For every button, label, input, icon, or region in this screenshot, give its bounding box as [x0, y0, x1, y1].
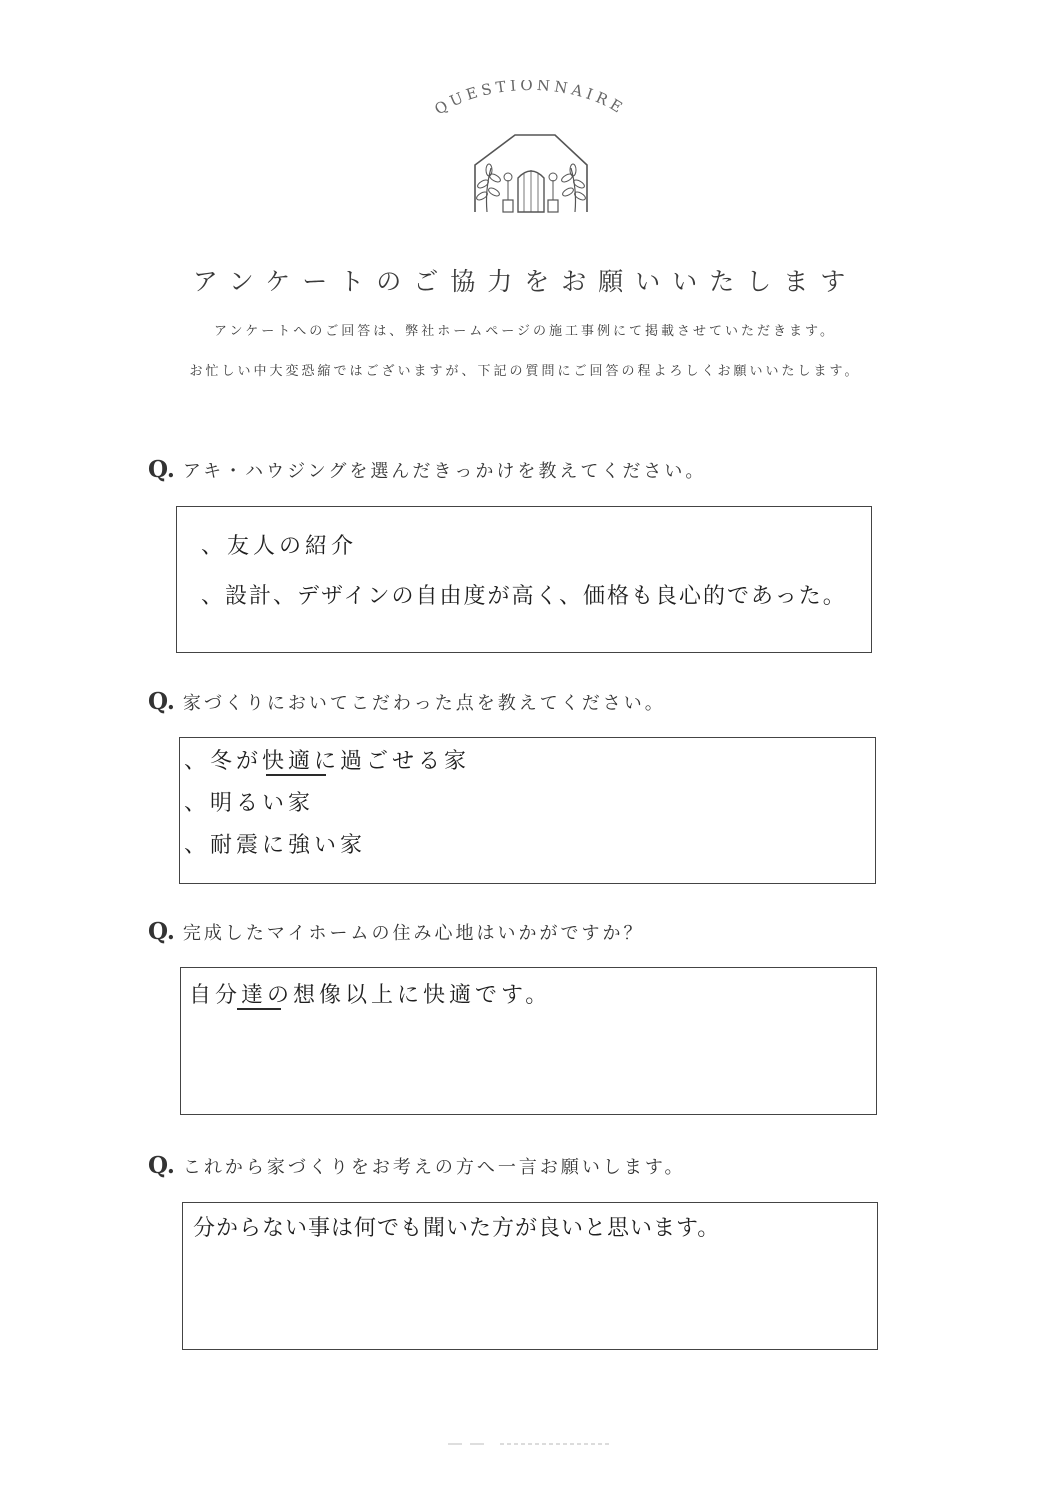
questionnaire-logo [405, 80, 655, 230]
answer-line: 自分達の想像以上に快適です。 [189, 983, 552, 1008]
question-text: 家づくりにおいてこだわった点を教えてください。 [182, 693, 666, 714]
answer-underline [237, 1008, 281, 1010]
svg-text:QUESTIONNAIRE [431, 80, 628, 119]
question-text: アキ・ハウジングを選んだきっかけを教えてください。 [182, 461, 707, 482]
answer-line: 分からない事は何でも聞いた方が良いと思います。 [193, 1216, 721, 1241]
answer-underline [266, 774, 326, 776]
question-mark: Q. [148, 688, 175, 715]
question-4 [148, 1152, 685, 1179]
answer-box-4[interactable] [182, 1202, 878, 1350]
question-text: 完成したマイホームの住み心地はいかがですか？ [182, 923, 645, 944]
answer-box-3[interactable] [180, 967, 877, 1115]
intro-line-2: お忙しい中大変恐縮ではございますが、下記の質問にご回答の程よろしくお願いいたします。 [189, 364, 861, 379]
question-mark: Q. [148, 918, 175, 945]
answer-line: 、冬が快適に過ごせる家 [184, 749, 471, 774]
question-3 [148, 918, 645, 945]
answer-line: 、設計、デザインの自由度が高く、価格も良心的であった。 [201, 584, 847, 609]
question-mark: Q. [148, 456, 175, 483]
question-text: これから家づくりをお考えの方へ一言お願いします。 [182, 1157, 686, 1178]
question-mark: Q. [148, 1152, 175, 1179]
footer-decoration [448, 1440, 612, 1448]
question-1 [148, 456, 706, 483]
house-with-plants-icon [405, 80, 655, 230]
answer-box-1[interactable] [176, 506, 872, 653]
question-2 [148, 688, 666, 715]
intro-line-1: アンケートへのご回答は、弊社ホームページの施工事例にて掲載させていただきます。 [214, 324, 836, 339]
logo-arc-text: QUESTIONNAIRE [431, 80, 629, 119]
answer-line: 、友人の紹介 [201, 534, 358, 559]
page-title: アンケートのご協力をお願いいたします [192, 267, 858, 296]
answer-line: 、明るい家 [184, 791, 315, 816]
answer-line: 、耐震に強い家 [184, 833, 367, 858]
answer-box-2[interactable] [179, 737, 876, 884]
